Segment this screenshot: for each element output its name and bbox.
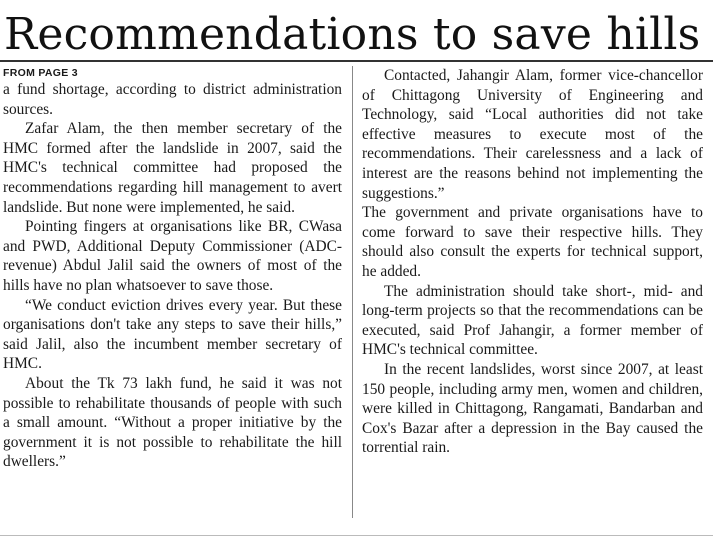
paragraph: In the recent landslides, worst since 2007, at least 150 people, including army men, women and children, were killed in Chittagong, Rangamati, Bandarban and Cox's Bazar after a depression in the Bay caused the torrential rain. xyxy=(362,360,703,457)
bottom-rule xyxy=(0,535,713,536)
article-headline: Recommendations to save hills xyxy=(4,9,701,60)
article-column-left xyxy=(3,66,342,472)
jump-label: FROM PAGE 3 xyxy=(3,67,78,79)
paragraph: a fund shortage, according to district administration sources. xyxy=(3,81,342,118)
paragraph: Contacted, Jahangir Alam, former vice-chancellor of Chittagong University of Engineering and Technology, said “Local authorities did not take effective measures to execute most of the recommendations. Their carelessness and a lack of interest are the reasons behind not implementing the suggestions.” xyxy=(362,67,703,202)
article-column-right xyxy=(362,66,703,458)
paragraph: The government and private organisations have to come forward to save their respective hills. They should also consult the experts for technical support, he added. xyxy=(362,204,703,280)
paragraph: “We conduct eviction drives every year. But these organisations don't take any steps to save their hills,” said Jalil, also the incumbent member secretary of HMC. xyxy=(3,296,342,373)
column-divider xyxy=(352,66,353,518)
headline-rule xyxy=(0,60,713,62)
paragraph: Zafar Alam, the then member secretary of the HMC formed after the landslide in 2007, said the HMC's technical committee had proposed the recommendations regarding hill management to avert landslide. But none were implemented, he said. xyxy=(3,120,342,216)
paragraph: About the Tk 73 lakh fund, he said it was not possible to rehabilitate thousands of people with such a small amount. “Without a proper initiative by the government it is not possible to rehabilitate the hill dwellers.” xyxy=(3,374,342,471)
paragraph: Pointing fingers at organisations like BR, CWasa and PWD, Additional Deputy Commissioner (ADC- revenue) Abdul Jalil said the owners of most of the hills have no plan whatsoever to save those. xyxy=(3,218,342,294)
paragraph: The administration should take short-, mid- and long-term projects so that the recommendations can be executed, said Prof Jahangir, a former member of HMC's technical committee. xyxy=(362,282,703,359)
